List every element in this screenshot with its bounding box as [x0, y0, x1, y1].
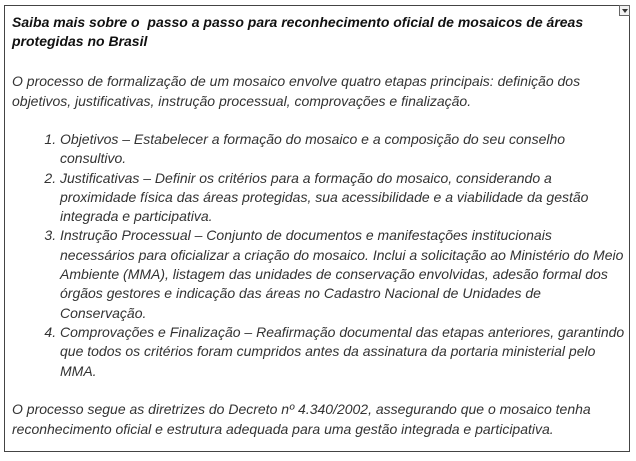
list-item: 1. Objetivos – Estabelecer a formação do mosaico e a composição do seu conselho consultivo. — [60, 130, 625, 169]
closing-paragraph: O processo segue as diretrizes do Decreto nº 4.340/2002, assegurando que o mosaico tenha reconhecimento oficial e estrutura adequada para uma gestão integrada e participativa. — [12, 400, 591, 437]
list-item: 4. Comprovações e Finalização – Reafirmação documental das etapas anteriores, garantindo que todos os critérios foram cumpridos antes da assinatura da portaria ministerial pelo MMA. — [60, 323, 625, 381]
list-item: 3. Instrução Processual – Conjunto de documentos e manifestações institucionais necessários para oficializar a criação do mosaico. Inclui a solicitação ao Ministério do Meio Ambiente (MMA), listagem das unidades de conservação envolvidas, adesão formal dos órgãos gestores e indicação das áreas no Cadastro Nacional de Unidades de Conservação. — [60, 226, 625, 322]
text-content — [12, 13, 625, 439]
list-item: 2. Justificativas – Definir os critérios para a formação do mosaico, considerando a proximidade física das áreas protegidas, sua acessibilidade e a viabilidade da gestão integrada e participativa. — [60, 169, 625, 227]
intro-paragraph: O processo de formalização de um mosaico envolve quatro etapas principais: definição dos objetivos, justificativas, instrução processual, comprovações e finalização. — [12, 73, 581, 109]
text-box — [4, 5, 630, 452]
steps-list — [12, 130, 625, 381]
box-title: Saiba mais sobre o passo a passo para reconhecimento oficial de mosaicos de áreas protegidas no Brasil — [12, 14, 588, 49]
